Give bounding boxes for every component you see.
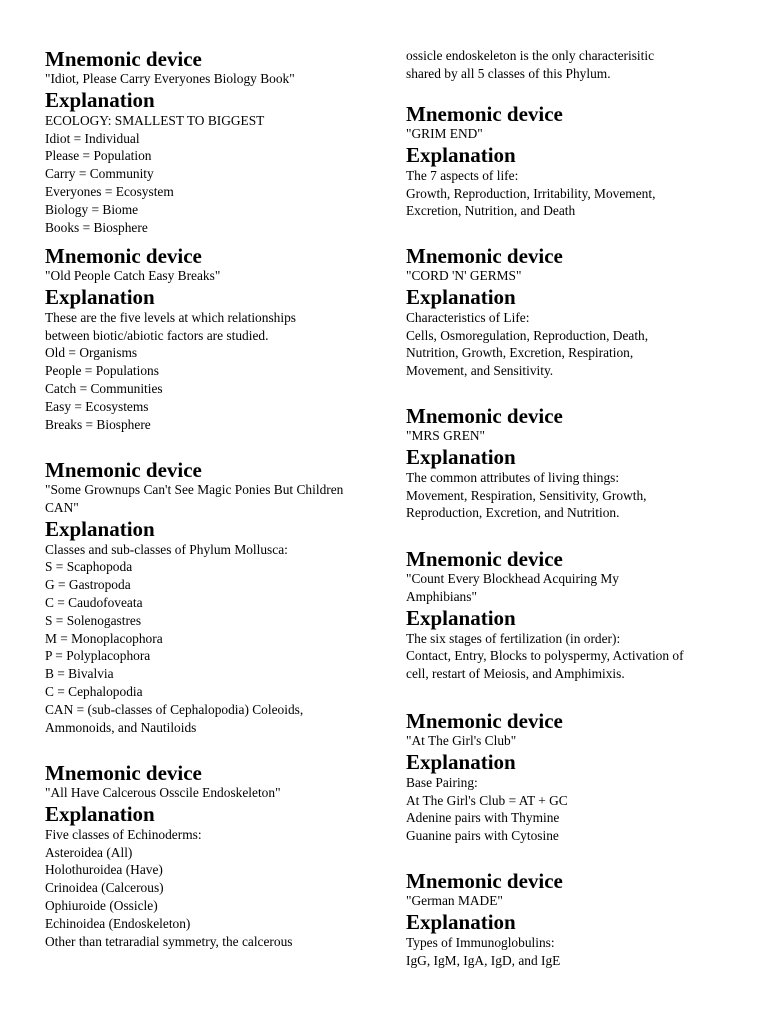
explanation-line: The six stages of fertilization (in order):	[406, 630, 621, 646]
explanation-line: IgG, IgM, IgA, IgD, and IgE	[406, 952, 561, 968]
explanation-line: Cells, Osmoregulation, Reproduction, Death,	[406, 327, 649, 343]
mnemonic-block	[406, 548, 736, 683]
mnemonic-block	[45, 48, 365, 236]
explanation-heading: Explanation	[45, 284, 155, 309]
explanation-line: cell, restart of Meiosis, and Amphimixis.	[406, 666, 625, 682]
explanation-heading: Explanation	[406, 909, 516, 934]
mnemonic-phrase: "CORD 'N' GERMS"	[406, 268, 522, 283]
explanation-line: Echinoidea (Endoskeleton)	[45, 915, 191, 931]
explanation-line: People = Populations	[45, 363, 159, 379]
explanation-line: Nutrition, Growth, Excretion, Respiration,	[406, 345, 634, 361]
explanation-line: B = Bivalvia	[45, 666, 114, 682]
explanation-line: Ophiuroide (Ossicle)	[45, 897, 158, 913]
mnemonic-block	[45, 762, 365, 950]
mnemonic-phrase: "MRS GREN"	[406, 428, 486, 443]
explanation-line: Carry = Community	[45, 166, 154, 182]
mnemonic-phrase: "German MADE"	[406, 893, 503, 908]
mnemonic-block	[406, 405, 736, 522]
explanation-line: C = Cephalopodia	[45, 683, 143, 699]
mnemonic-heading: Mnemonic device	[406, 102, 563, 126]
mnemonic-phrase: "GRIM END"	[406, 126, 483, 141]
explanation-line: Base Pairing:	[406, 774, 478, 790]
explanation-line: ossicle endoskeleton is the only characterisitic	[406, 48, 655, 63]
explanation-line: M = Monoplacophora	[45, 630, 163, 646]
explanation-line: S = Scaphopoda	[45, 559, 133, 575]
explanation-heading: Explanation	[45, 87, 155, 112]
mnemonic-heading: Mnemonic device	[406, 547, 563, 571]
mnemonic-block	[406, 870, 736, 969]
explanation-line: ECOLOGY: SMALLEST TO BIGGEST	[45, 112, 265, 128]
explanation-line: Excretion, Nutrition, and Death	[406, 203, 576, 219]
mnemonic-phrase: "At The Girl's Club"	[406, 733, 517, 748]
explanation-line: Reproduction, Excretion, and Nutrition.	[406, 505, 620, 521]
explanation-line: Guanine pairs with Cytosine	[406, 828, 559, 844]
explanation-line: Classes and sub-classes of Phylum Mollusca:	[45, 541, 288, 557]
mnemonic-heading: Mnemonic device	[406, 244, 563, 268]
mnemonic-heading: Mnemonic device	[45, 761, 202, 785]
mnemonic-heading: Mnemonic device	[45, 458, 202, 482]
explanation-line: Holothuroidea (Have)	[45, 862, 163, 878]
explanation-line: The common attributes of living things:	[406, 469, 620, 485]
explanation-line: Growth, Reproduction, Irritability, Movement,	[406, 185, 656, 201]
explanation-line: Biology = Biome	[45, 201, 139, 217]
explanation-line: Asteroidea (All)	[45, 844, 133, 860]
explanation-line: C = Caudofoveata	[45, 594, 143, 610]
explanation-line: shared by all 5 classes of this Phylum.	[406, 65, 611, 81]
explanation-heading: Explanation	[406, 605, 516, 630]
explanation-heading: Explanation	[406, 444, 516, 469]
explanation-line: Idiot = Individual	[45, 130, 140, 146]
explanation-line: between biotic/abiotic factors are studied.	[45, 327, 269, 343]
explanation-line: At The Girl's Club = AT + GC	[406, 792, 568, 808]
mnemonic-heading: Mnemonic device	[406, 869, 563, 893]
explanation-line: Breaks = Biosphere	[45, 416, 151, 432]
mnemonic-heading: Mnemonic device	[406, 709, 563, 733]
explanation-heading: Explanation	[45, 516, 155, 541]
mnemonic-phrase: "Some Grownups Can't See Magic Ponies But Children CAN"	[45, 482, 344, 515]
explanation-line: Everyones = Ecosystem	[45, 183, 174, 199]
explanation-line: The 7 aspects of life:	[406, 167, 519, 183]
explanation-line: These are the five levels at which relationships	[45, 309, 296, 325]
mnemonic-heading: Mnemonic device	[45, 244, 202, 268]
explanation-line: G = Gastropoda	[45, 577, 131, 593]
mnemonic-phrase: "Idiot, Please Carry Everyones Biology Book"	[45, 71, 295, 86]
explanation-line: Please = Population	[45, 148, 152, 164]
explanation-line: Contact, Entry, Blocks to polyspermy, Activation of	[406, 648, 684, 664]
explanation-line: Old = Organisms	[45, 345, 138, 361]
mnemonic-block	[45, 459, 365, 736]
mnemonic-phrase: "Old People Catch Easy Breaks"	[45, 268, 221, 283]
mnemonic-block	[406, 103, 736, 220]
mnemonic-block	[45, 245, 365, 433]
mnemonic-phrase: "Count Every Blockhead Acquiring My Amphibians"	[406, 571, 619, 604]
explanation-line: Five classes of Echinoderms:	[45, 826, 202, 842]
explanation-line: P = Polyplacophora	[45, 648, 151, 664]
explanation-line: Ammonoids, and Nautiloids	[45, 719, 197, 735]
explanation-line: Adenine pairs with Thymine	[406, 810, 560, 826]
explanation-line: Easy = Ecosystems	[45, 398, 149, 414]
explanation-line: Books = Biosphere	[45, 219, 148, 235]
explanation-heading: Explanation	[406, 284, 516, 309]
explanation-line: Movement, Respiration, Sensitivity, Growth,	[406, 487, 647, 503]
explanation-heading: Explanation	[406, 142, 516, 167]
mnemonic-block	[406, 710, 736, 845]
explanation-heading: Explanation	[406, 749, 516, 774]
explanation-line: Catch = Communities	[45, 380, 163, 396]
explanation-line: Characteristics of Life:	[406, 309, 530, 325]
explanation-line: CAN = (sub-classes of Cephalopodia) Coleoids,	[45, 701, 304, 717]
mnemonic-heading: Mnemonic device	[406, 404, 563, 428]
explanation-line: Crinoidea (Calcerous)	[45, 880, 164, 896]
explanation-line: Movement, and Sensitivity.	[406, 363, 554, 379]
mnemonic-heading: Mnemonic device	[45, 47, 202, 71]
mnemonic-block	[406, 245, 736, 380]
explanation-heading: Explanation	[45, 801, 155, 826]
mnemonic-phrase: "All Have Calcerous Osscile Endoskeleton"	[45, 785, 281, 800]
explanation-line: S = Solenogastres	[45, 612, 142, 628]
explanation-line: Other than tetraradial symmetry, the calcerous	[45, 933, 293, 949]
continued-text	[406, 47, 736, 83]
explanation-line: Types of Immunoglobulins:	[406, 934, 555, 950]
